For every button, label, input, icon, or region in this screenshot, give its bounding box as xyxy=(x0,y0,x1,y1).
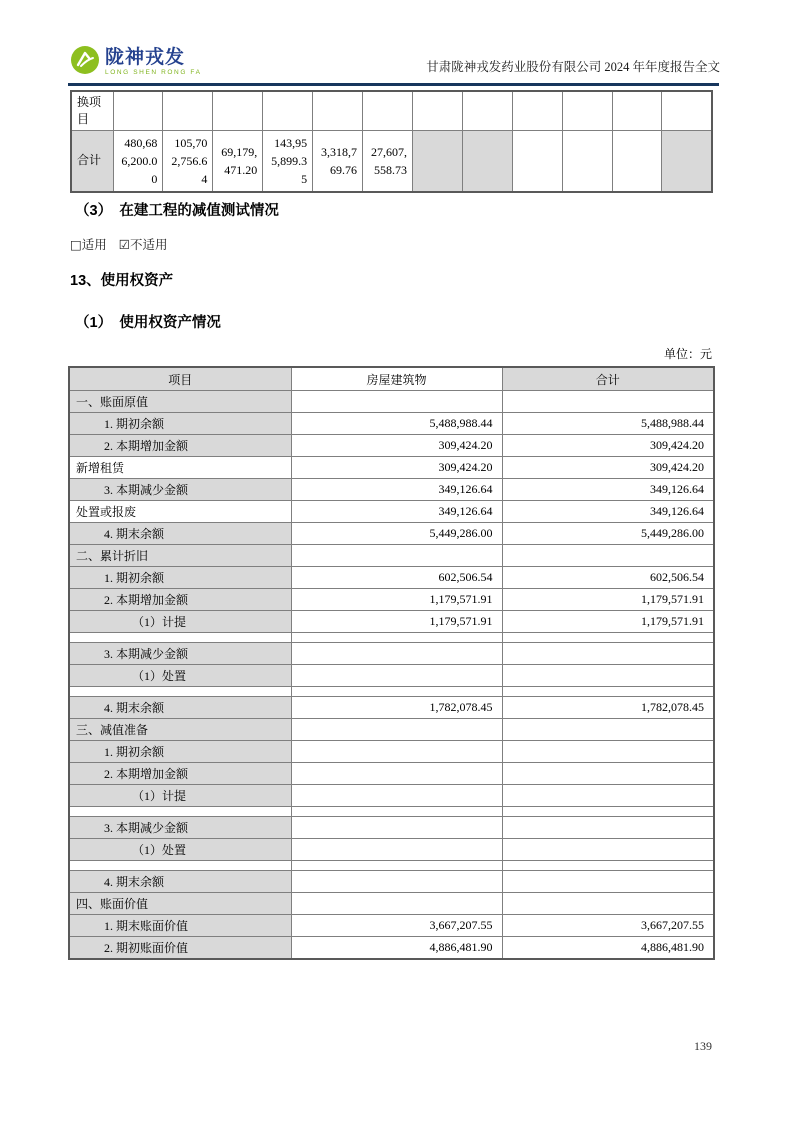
cell-empty xyxy=(612,130,662,192)
cell-value-total: 349,126.64 xyxy=(502,479,714,501)
row-label: 2. 本期增加金额 xyxy=(69,435,291,457)
row-label: 2. 本期增加金额 xyxy=(69,763,291,785)
cell-empty xyxy=(562,91,612,130)
table-row xyxy=(69,719,714,741)
table-row xyxy=(69,817,714,839)
cell-value-buildings: 1,179,571.91 xyxy=(291,589,502,611)
cell-value-total xyxy=(502,643,714,665)
table-row xyxy=(69,435,714,457)
table-row xyxy=(69,937,714,960)
cell-value-total: 3,667,207.55 xyxy=(502,915,714,937)
cell-value-buildings xyxy=(291,785,502,807)
not-applicable-checkbox-label: ☑不适用 xyxy=(118,237,168,252)
cell-empty xyxy=(313,91,363,130)
table-row xyxy=(71,130,712,192)
cell-empty xyxy=(213,91,263,130)
cell-value-buildings xyxy=(291,391,502,413)
cell-value-buildings: 309,424.20 xyxy=(291,457,502,479)
row-label xyxy=(69,633,291,643)
table-row xyxy=(69,589,714,611)
cell-value-total xyxy=(502,633,714,643)
cell-value-total xyxy=(502,741,714,763)
table-row xyxy=(69,457,714,479)
cell-empty xyxy=(662,91,712,130)
subsection-heading-rou-details: （1） 使用权资产情况 xyxy=(75,315,221,331)
cell-value-total xyxy=(502,839,714,861)
cell-value-total xyxy=(502,545,714,567)
brand-name-en: LONG SHEN RONG FA xyxy=(105,69,202,76)
row-label: 一、账面原值 xyxy=(69,391,291,413)
table-row xyxy=(69,391,714,413)
cell-value-total: 1,179,571.91 xyxy=(502,589,714,611)
cell-value-total: 349,126.64 xyxy=(502,501,714,523)
cell-value-buildings xyxy=(291,839,502,861)
cell-empty xyxy=(662,130,712,192)
cell-value-buildings xyxy=(291,807,502,817)
table-row xyxy=(69,915,714,937)
table-row xyxy=(69,687,714,697)
cell-value-buildings: 309,424.20 xyxy=(291,435,502,457)
row-label: （1）计提 xyxy=(69,785,291,807)
row-label xyxy=(69,687,291,697)
cell-value: 480,686,200.00 xyxy=(113,130,163,192)
cell-value-buildings xyxy=(291,861,502,871)
cell-value-buildings xyxy=(291,817,502,839)
cell-value: 143,955,899.35 xyxy=(263,130,313,192)
cell-value-total: 5,488,988.44 xyxy=(502,413,714,435)
row-label: 3. 本期减少金额 xyxy=(69,643,291,665)
row-label: 换项目 xyxy=(71,91,113,130)
cell-value-buildings xyxy=(291,763,502,785)
row-label: 合计 xyxy=(71,130,113,192)
section-heading-right-of-use-assets: 13、使用权资产 xyxy=(70,273,174,289)
table-row xyxy=(69,501,714,523)
cell-value-buildings: 349,126.64 xyxy=(291,479,502,501)
table-row xyxy=(69,611,714,633)
cell-value-total xyxy=(502,687,714,697)
table-row xyxy=(69,741,714,763)
cell-value-total xyxy=(502,719,714,741)
table-row xyxy=(69,545,714,567)
row-label: 1. 期末账面价值 xyxy=(69,915,291,937)
row-label: 二、累计折旧 xyxy=(69,545,291,567)
cell-value-buildings xyxy=(291,741,502,763)
cell-empty xyxy=(163,91,213,130)
cell-value-total: 1,782,078.45 xyxy=(502,697,714,719)
right-of-use-assets-table xyxy=(68,366,715,960)
logo-leaf-icon xyxy=(70,45,100,75)
cell-value-buildings: 602,506.54 xyxy=(291,567,502,589)
table-row xyxy=(69,413,714,435)
brand-text xyxy=(105,45,202,77)
cell-value: 3,318,769.76 xyxy=(313,130,363,192)
unit-label: 单位：元 xyxy=(663,347,712,361)
cell-value-buildings: 1,179,571.91 xyxy=(291,611,502,633)
cell-empty xyxy=(512,91,562,130)
row-label: 2. 期初账面价值 xyxy=(69,937,291,960)
row-label: 3. 本期减少金额 xyxy=(69,479,291,501)
cell-empty xyxy=(113,91,163,130)
table-row xyxy=(69,665,714,687)
cell-value-total xyxy=(502,391,714,413)
cell-value-buildings xyxy=(291,687,502,697)
cell-value-total xyxy=(502,871,714,893)
cell-empty xyxy=(612,91,662,130)
cell-value-total: 309,424.20 xyxy=(502,435,714,457)
row-label: 四、账面价值 xyxy=(69,893,291,915)
cell-value-buildings xyxy=(291,665,502,687)
cell-value-buildings: 1,782,078.45 xyxy=(291,697,502,719)
table-row xyxy=(69,839,714,861)
table-row xyxy=(71,91,712,130)
row-label: （1）处置 xyxy=(69,839,291,861)
cell-value-total xyxy=(502,785,714,807)
table-row xyxy=(69,697,714,719)
row-label: 1. 期初余额 xyxy=(69,741,291,763)
cell-value: 69,179,471.20 xyxy=(213,130,263,192)
table-header-row xyxy=(69,367,714,391)
cell-value: 105,702,756.64 xyxy=(163,130,213,192)
cell-empty xyxy=(512,130,562,192)
cell-value-total xyxy=(502,665,714,687)
cell-value-total: 5,449,286.00 xyxy=(502,523,714,545)
cell-value-total xyxy=(502,817,714,839)
cell-value-total: 309,424.20 xyxy=(502,457,714,479)
cell-empty xyxy=(263,91,313,130)
row-label: 4. 期末余额 xyxy=(69,523,291,545)
row-label: 2. 本期增加金额 xyxy=(69,589,291,611)
cell-value-buildings: 4,886,481.90 xyxy=(291,937,502,960)
page-number: 139 xyxy=(694,1039,712,1053)
cell-value-total xyxy=(502,893,714,915)
row-label: 1. 期初余额 xyxy=(69,413,291,435)
row-label: 处置或报废 xyxy=(69,501,291,523)
row-label: 1. 期初余额 xyxy=(69,567,291,589)
table-row xyxy=(69,785,714,807)
row-label: （1）计提 xyxy=(69,611,291,633)
section-heading-construction-impairment: （3） 在建工程的减值测试情况 xyxy=(75,203,279,219)
cell-value-buildings: 349,126.64 xyxy=(291,501,502,523)
row-label: 3. 本期减少金额 xyxy=(69,817,291,839)
cell-value-total xyxy=(502,861,714,871)
table-row xyxy=(69,479,714,501)
applicability-line xyxy=(70,235,176,253)
cell-empty xyxy=(412,130,462,192)
column-header-item: 项目 xyxy=(69,367,291,391)
table-row xyxy=(69,763,714,785)
cell-value-buildings: 5,449,286.00 xyxy=(291,523,502,545)
row-label: 三、减值准备 xyxy=(69,719,291,741)
table-row xyxy=(69,861,714,871)
cell-empty xyxy=(412,91,462,130)
cell-empty xyxy=(462,130,512,192)
table-row xyxy=(69,523,714,545)
row-label: 4. 期末余额 xyxy=(69,871,291,893)
cell-value-buildings xyxy=(291,633,502,643)
applicable-checkbox-label: □适用 xyxy=(70,237,107,252)
cell-value-total xyxy=(502,763,714,785)
table-row xyxy=(69,567,714,589)
cell-value-buildings xyxy=(291,893,502,915)
row-label: （1）处置 xyxy=(69,665,291,687)
cell-value-buildings xyxy=(291,643,502,665)
row-label: 4. 期末余额 xyxy=(69,697,291,719)
header-divider xyxy=(68,83,719,86)
cell-empty xyxy=(363,91,413,130)
cell-value-total: 4,886,481.90 xyxy=(502,937,714,960)
cell-value-buildings xyxy=(291,545,502,567)
cell-value-buildings: 3,667,207.55 xyxy=(291,915,502,937)
table-row xyxy=(69,893,714,915)
table-row xyxy=(69,871,714,893)
table-row xyxy=(69,633,714,643)
table-row xyxy=(69,807,714,817)
cell-value: 27,607,558.73 xyxy=(363,130,413,192)
column-header-total: 合计 xyxy=(502,367,714,391)
cell-value-buildings: 5,488,988.44 xyxy=(291,413,502,435)
table-row xyxy=(69,643,714,665)
row-label: 新增租赁 xyxy=(69,457,291,479)
carryover-table xyxy=(70,90,713,193)
brand-name: 陇神戎发 xyxy=(105,47,186,68)
company-logo xyxy=(70,45,202,77)
column-header-buildings: 房屋建筑物 xyxy=(291,367,502,391)
cell-empty xyxy=(562,130,612,192)
cell-value-total xyxy=(502,807,714,817)
cell-value-total: 602,506.54 xyxy=(502,567,714,589)
row-label xyxy=(69,861,291,871)
cell-value-total: 1,179,571.91 xyxy=(502,611,714,633)
row-label xyxy=(69,807,291,817)
cell-value-buildings xyxy=(291,871,502,893)
cell-empty xyxy=(462,91,512,130)
cell-value-buildings xyxy=(291,719,502,741)
report-title: 甘肃陇神戎发药业股份有限公司 2024 年年度报告全文 xyxy=(426,60,720,74)
